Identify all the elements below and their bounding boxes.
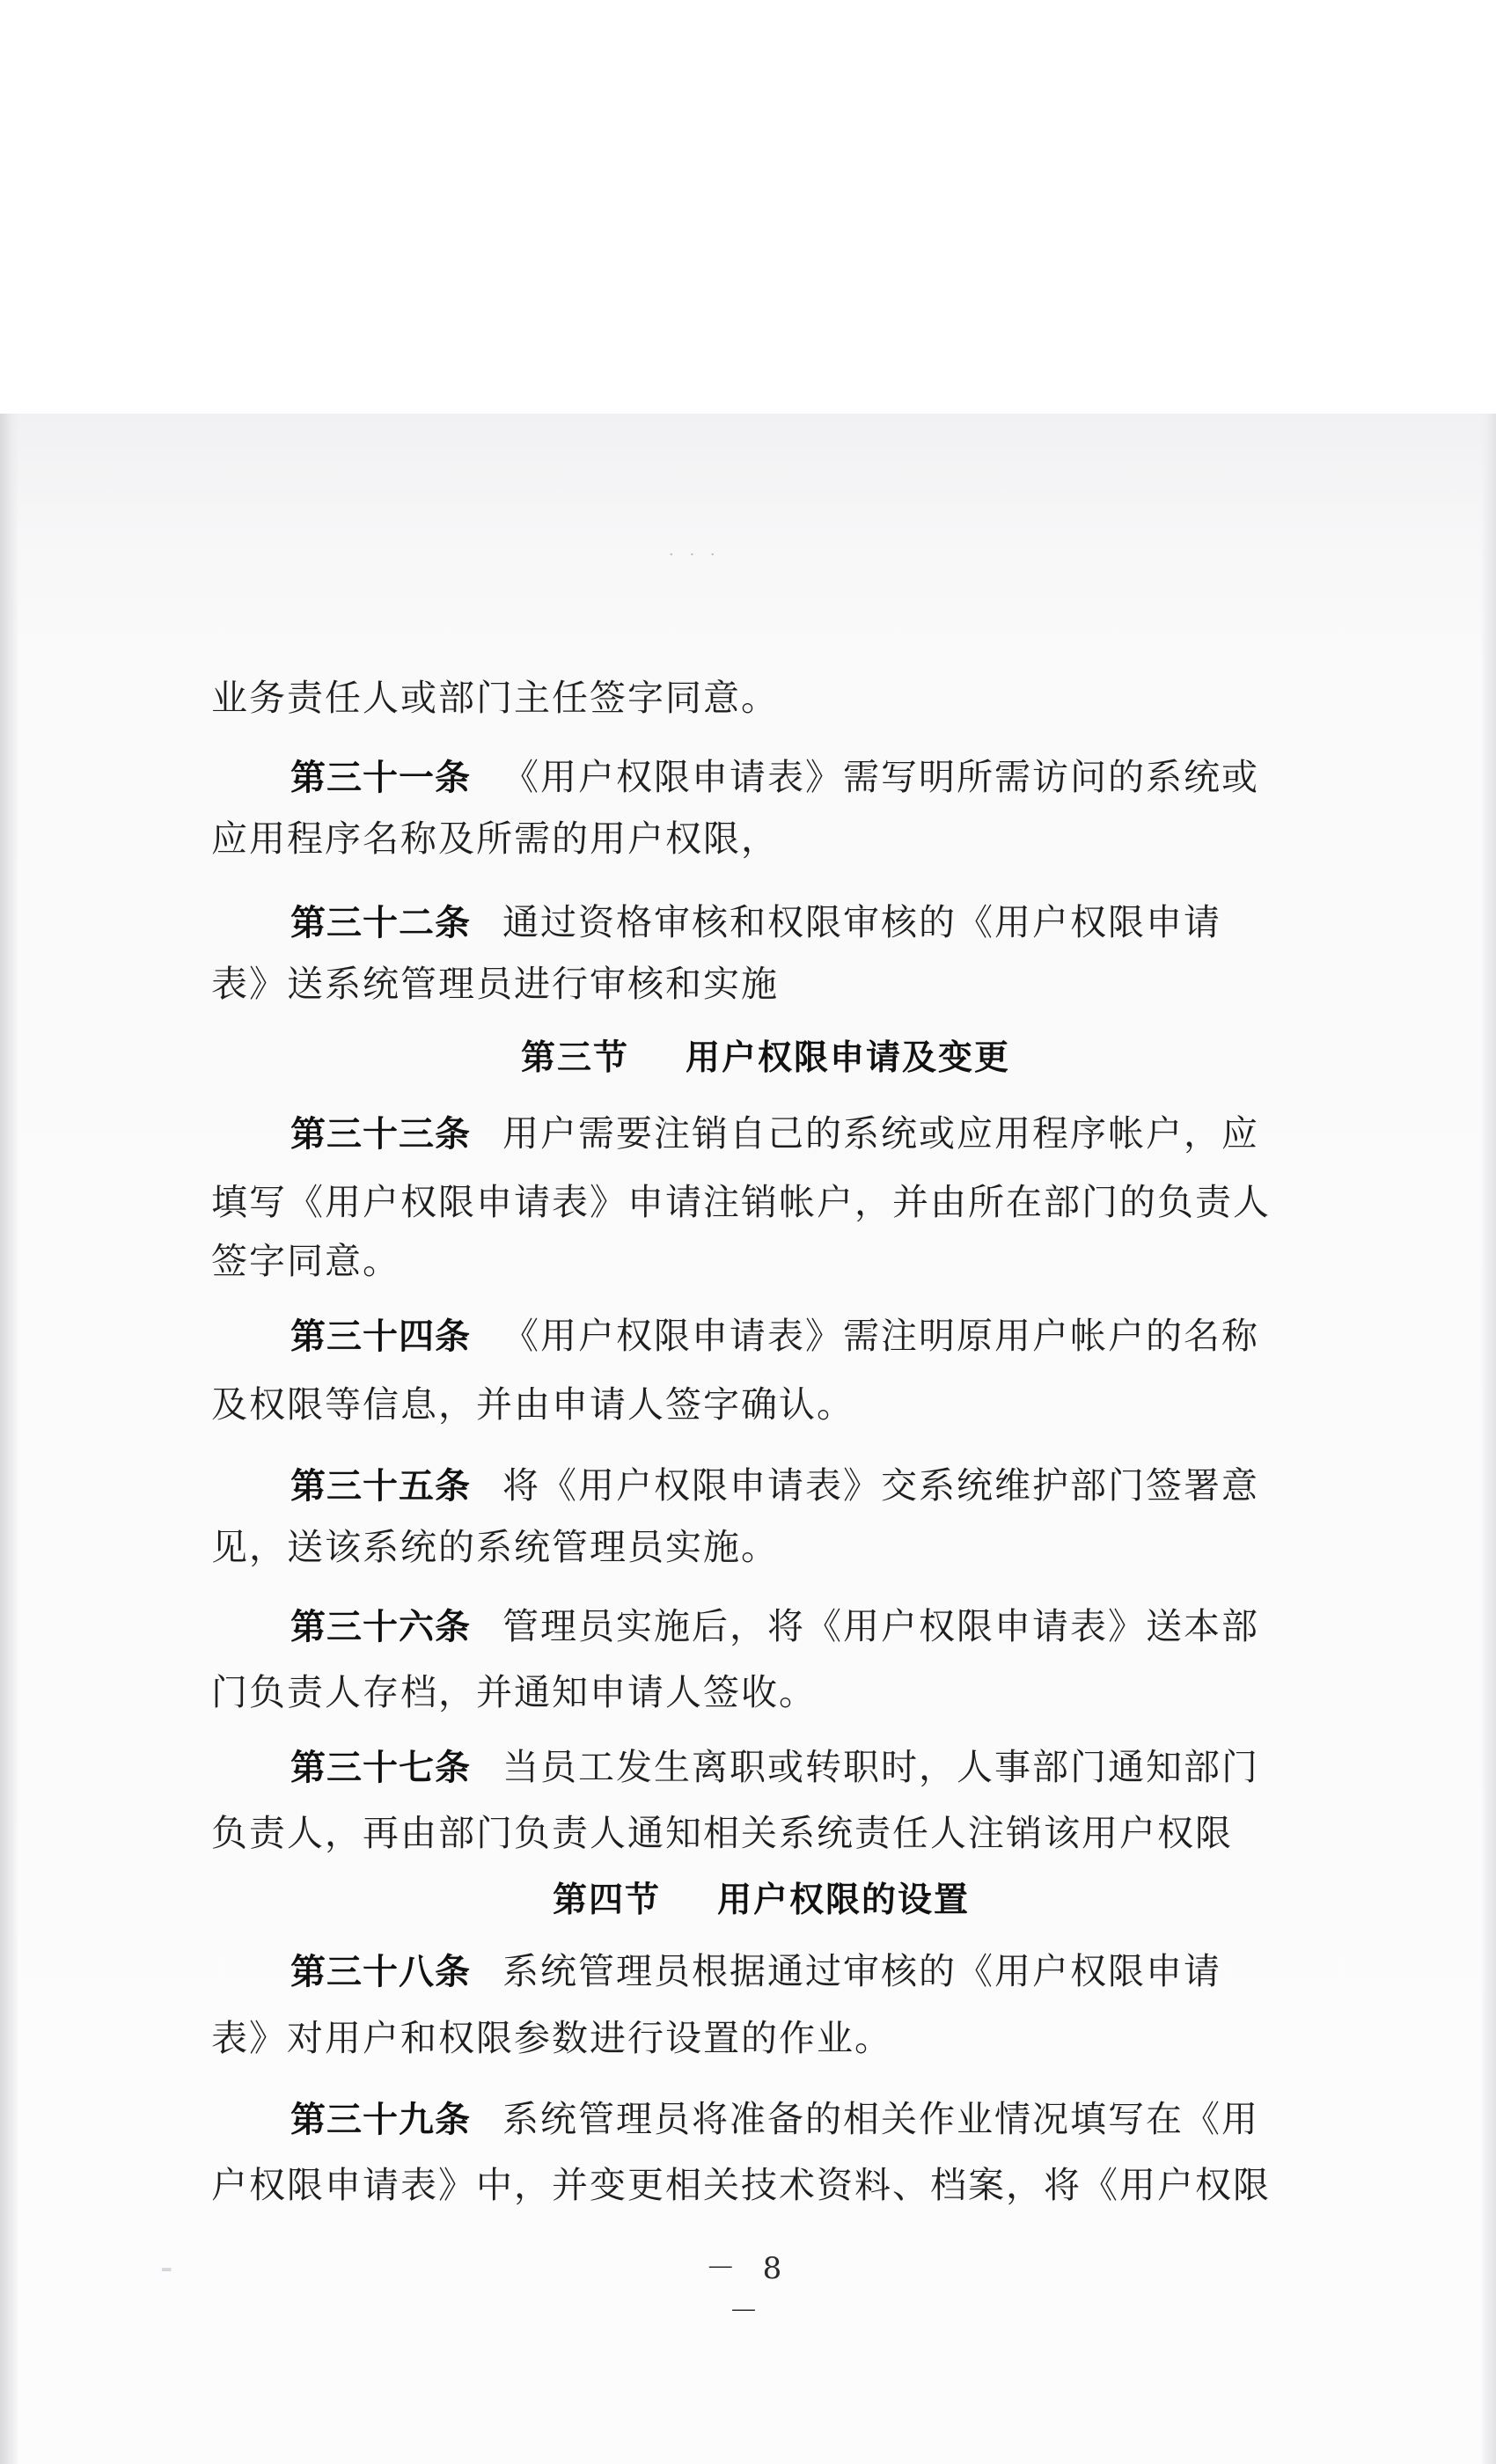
- article-36: [290, 1602, 1302, 1651]
- faint-header-marks: · · ·: [669, 546, 721, 564]
- article-number: 第三十七条: [290, 1748, 471, 1788]
- body-line: 签字同意。: [211, 1240, 400, 1282]
- section-title: 用户权限的设置: [717, 1881, 971, 1920]
- body-line: 及权限等信息，并由申请人签字确认。: [211, 1383, 854, 1426]
- article-34: [290, 1311, 1302, 1360]
- body-line: 表》对用户和权限参数进行设置的作业。: [211, 2017, 892, 2059]
- page-number: － 8 －: [705, 2251, 791, 2329]
- article-text: 管理员实施后，将《用户权限申请表》送本部: [502, 1605, 1259, 1647]
- scan-shadow-right: [1480, 414, 1496, 2464]
- article-37: [290, 1742, 1302, 1792]
- scan-smudge: ⁃: [158, 2253, 174, 2289]
- body-line: 见，送该系统的系统管理员实施。: [211, 1526, 779, 1568]
- section-number: 第三节: [521, 1038, 630, 1078]
- article-number: 第三十九条: [290, 2100, 471, 2140]
- body-line: 负责人，再由部门负责人通知相关系统责任人注销该用户权限: [211, 1812, 1233, 1854]
- article-39: [290, 2094, 1302, 2144]
- body-line: 填写《用户权限申请表》申请注销帐户，并由所在部门的负责人: [211, 1181, 1271, 1223]
- article-33: [290, 1109, 1302, 1158]
- body-line: 户权限申请表》中，并变更相关技术资料、档案，将《用户权限: [211, 2164, 1271, 2206]
- section-number: 第四节: [553, 1881, 662, 1920]
- article-number: 第三十六条: [290, 1607, 471, 1647]
- article-text: 系统管理员根据通过审核的《用户权限申请: [502, 1950, 1221, 1992]
- section-heading: [553, 1876, 970, 1925]
- article-text: 用户需要注销自己的系统或应用程序帐户，应: [502, 1112, 1259, 1155]
- body-line: 应用程序名称及所需的用户权限，: [211, 818, 779, 860]
- body-line: 门负责人存档，并通知申请人签收。: [211, 1671, 817, 1713]
- article-text: 《用户权限申请表》需写明所需访问的系统或: [502, 756, 1259, 798]
- article-number: 第三十二条: [290, 903, 471, 943]
- article-text: 《用户权限申请表》需注明原用户帐户的名称: [502, 1315, 1259, 1357]
- section-heading: [521, 1034, 1010, 1083]
- article-text: 通过资格审核和权限审核的《用户权限申请: [502, 901, 1221, 943]
- scan-shadow-left: [0, 414, 19, 2464]
- section-title: 用户权限申请及变更: [686, 1038, 1011, 1078]
- article-number: 第三十一条: [290, 758, 471, 798]
- article-number: 第三十五条: [290, 1466, 471, 1507]
- article-31: [290, 752, 1302, 802]
- article-35: [290, 1461, 1302, 1510]
- article-text: 将《用户权限申请表》交系统维护部门签署意: [502, 1464, 1259, 1507]
- article-38: [290, 1947, 1302, 1996]
- article-number: 第三十四条: [290, 1316, 471, 1357]
- article-number: 第三十三条: [290, 1114, 471, 1155]
- article-text: 当员工发生离职或转职时，人事部门通知部门: [502, 1746, 1259, 1788]
- body-line: 业务责任人或部门主任签字同意。: [211, 677, 779, 719]
- article-number: 第三十八条: [290, 1952, 471, 1992]
- article-32: [290, 898, 1302, 947]
- body-line: 表》送系统管理员进行审核和实施: [211, 963, 779, 1005]
- article-text: 系统管理员将准备的相关作业情况填写在《用: [502, 2098, 1259, 2140]
